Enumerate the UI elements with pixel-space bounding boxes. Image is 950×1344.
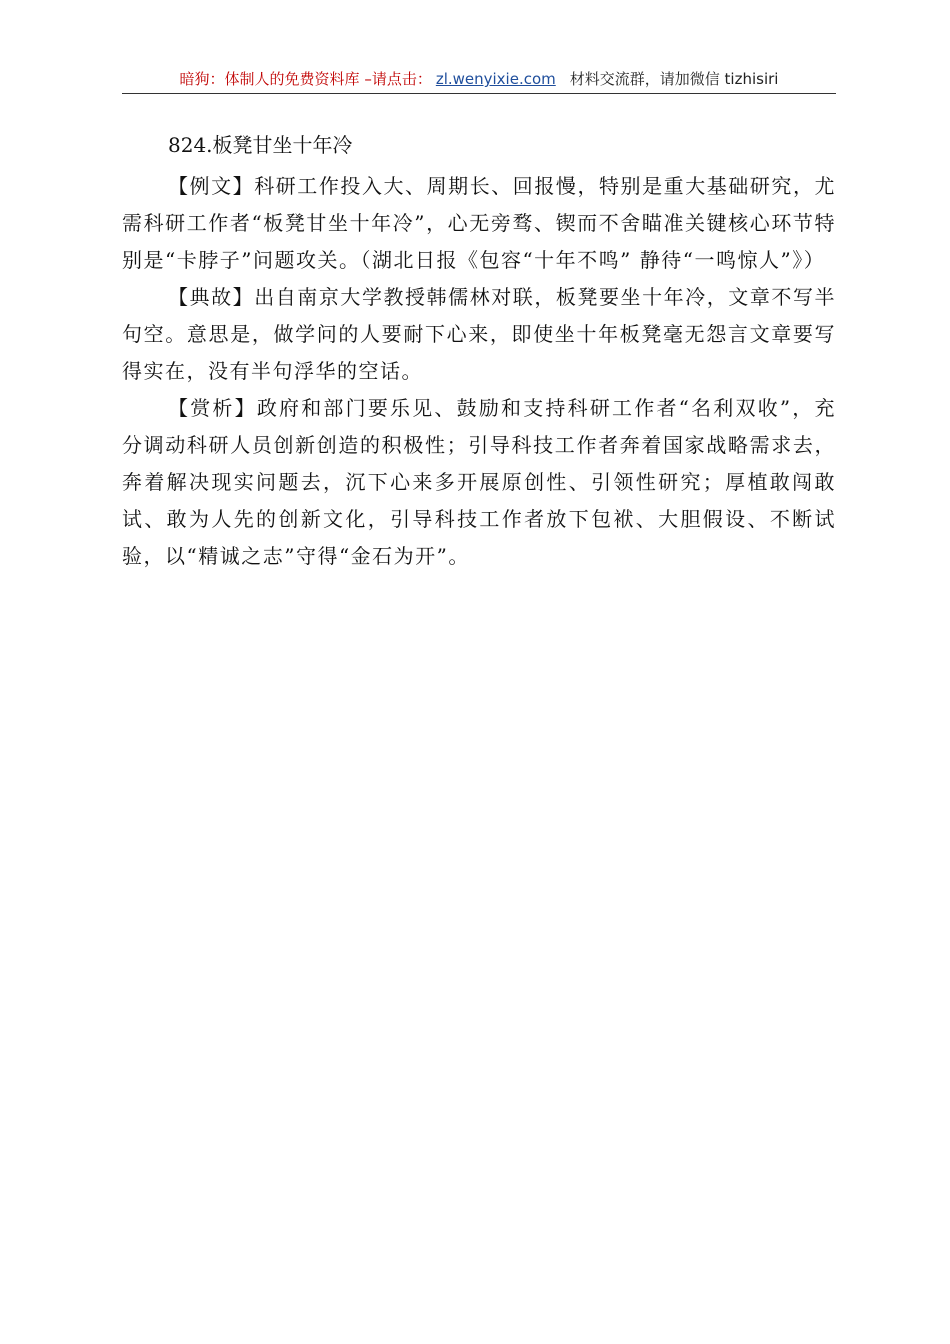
section-allusion-text: 出自南京大学教授韩儒林对联，板凳要坐十年冷，文章不写半句空。意思是，做学问的人要耐下心来，即使坐十年板凳毫无怨言文章要写得实在，没有半句浮华的空话。 <box>122 285 837 383</box>
section-example-text: 科研工作投入大、周期长、回报慢，特别是重大基础研究，尤需科研工作者“板凳甘坐十年冷”，心无旁骛、锲而不舍瞄准关键核心环节特别是“卡脖子”问题攻关。（湖北日报《包容“十年不鸣” 静待“一鸣惊人”》） <box>122 174 837 272</box>
article-title: 824.板凳甘坐十年冷 <box>168 133 353 157</box>
header-contact-text: 材料交流群，请加微信 tizhisiri <box>569 70 779 88</box>
section-allusion-tag: 【典故】 <box>168 285 255 309</box>
section-appreciation <box>122 390 836 575</box>
header-separator-text: –请点击： <box>359 70 432 88</box>
header-divider <box>122 93 836 94</box>
header-promo-text: 暗狗：体制人的免费资料库 <box>179 70 360 88</box>
header-site-link[interactable]: zl.wenyixie.com <box>435 70 556 88</box>
section-appreciation-text: 政府和部门要乐见、鼓励和支持科研工作者“名利双收”，充分调动科研人员创新创造的积极性；引导科技工作者奔着国家战略需求去，奔着解决现实问题去，沉下心来多开展原创性、引领性研究；厚植敢闯敢试、敢为人先的创新文化，引导科技工作者放下包袱、大胆假设、不断试验，以“精诚之志”守得“金石为开”。 <box>122 396 837 568</box>
section-appreciation-tag: 【赏析】 <box>168 396 257 420</box>
section-example-tag: 【例文】 <box>168 174 255 198</box>
page-header <box>122 68 836 90</box>
section-allusion <box>122 279 836 390</box>
section-example <box>122 168 836 279</box>
article-body <box>122 128 836 575</box>
